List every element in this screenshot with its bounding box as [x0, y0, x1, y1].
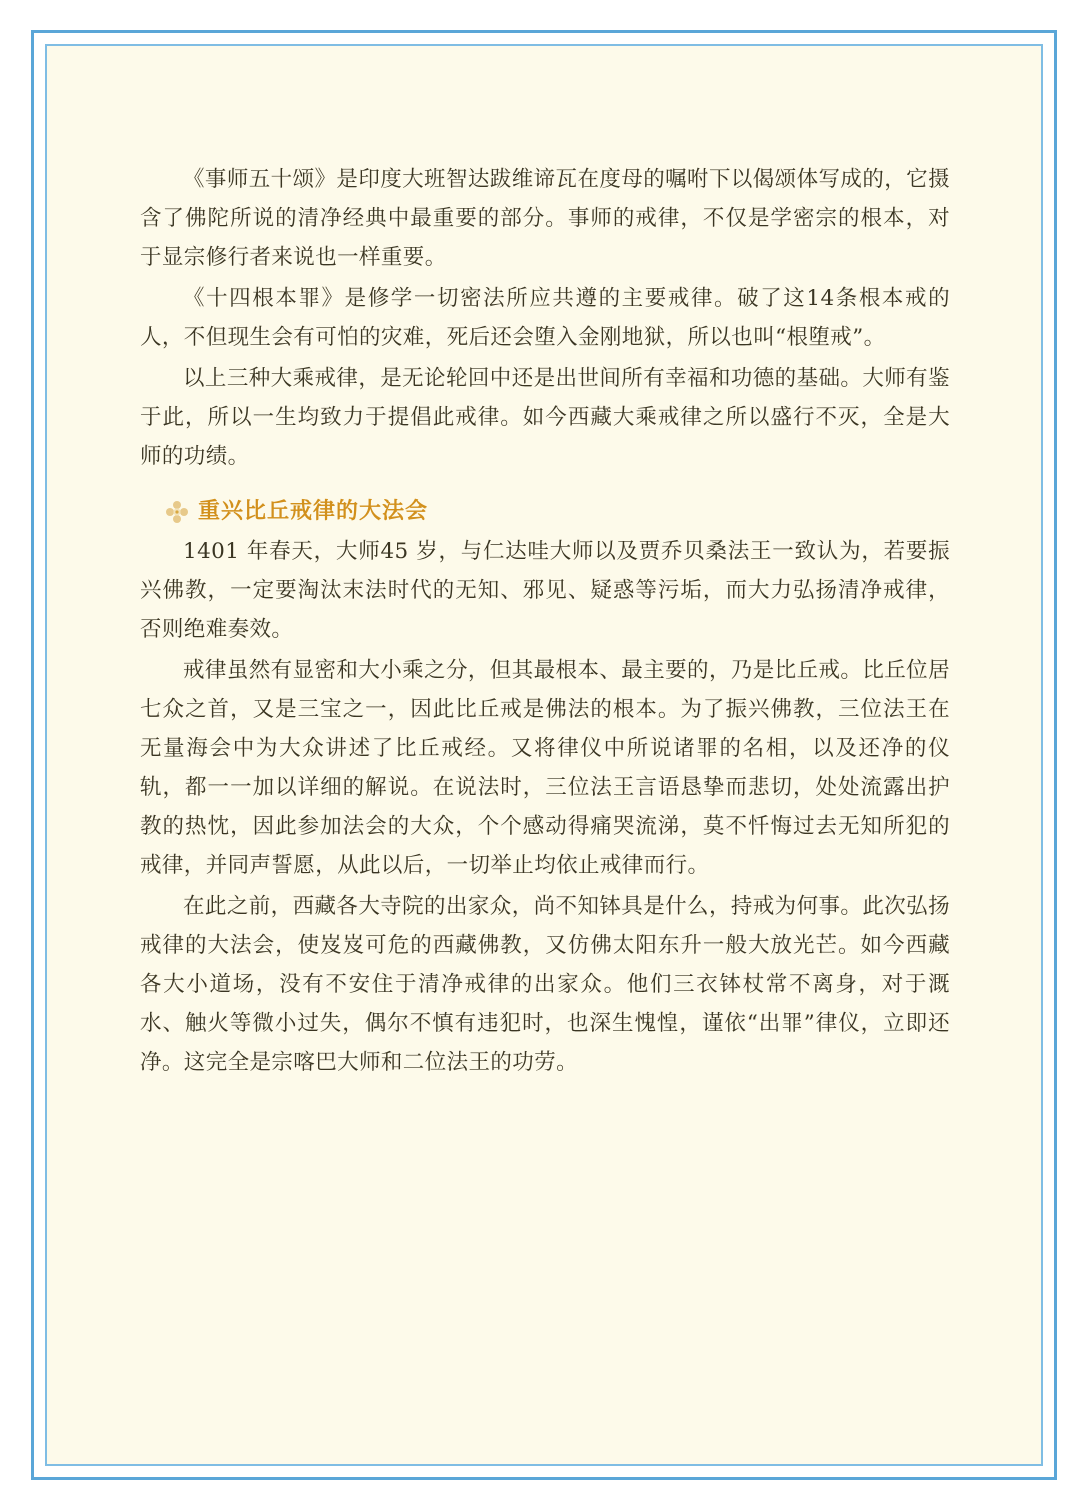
- paragraph: 戒律虽然有显密和大小乘之分，但其最根本、最主要的，乃是比丘戒。比丘位居七众之首，又是三宝之一，因此比丘戒是佛法的根本。为了振兴佛教，三位法王在无量海会中为大众讲述了比丘戒经。又将律仪中所说诸罪的名相，以及还净的仪轨，都一一加以详细的解说。在说法时，三位法王言语恳挚而悲切，处处流露出护教的热忱，因此参加法会的大众，个个感动得痛哭流涕，莫不忏悔过去无知所犯的戒律，并同声誓愿，从此以后，一切举止均依止戒律而行。: [140, 658, 950, 878]
- paragraph: 《十四根本罪》是修学一切密法所应共遵的主要戒律。破了这14条根本戒的人，不但现生会有可怕的灾难，死后还会堕入金刚地狱，所以也叫“根堕戒”。: [140, 286, 950, 350]
- paragraph: 《事师五十颂》是印度大班智达跋维谛瓦在度母的嘱咐下以偈颂体写成的，它摄含了佛陀所说的清净经典中最重要的部分。事师的戒律，不仅是学密宗的根本，对于显宗修行者来说也一样重要。: [140, 167, 950, 270]
- page-content: [140, 160, 950, 1084]
- paragraph: 1401 年春天，大师45 岁，与仁达哇大师以及贾乔贝桑法王一致认为，若要振兴佛教，一定要淘汰末法时代的无知、邪见、疑惑等污垢，而大力弘扬清净戒律，否则绝难奏效。: [140, 539, 950, 642]
- paragraph: 在此之前，西藏各大寺院的出家众，尚不知钵具是什么，持戒为何事。此次弘扬戒律的大法会，使岌岌可危的西藏佛教，又仿佛太阳东升一般大放光芒。如今西藏各大小道场，没有不安住于清净戒律的出家众。他们三衣钵杖常不离身，对于溉水、触火等微小过失，偶尔不慎有违犯时，也深生愧惶，谨依“出罪”律仪，立即还净。这完全是宗喀巴大师和二位法王的功劳。: [140, 894, 950, 1075]
- paragraph: 以上三种大乘戒律，是无论轮回中还是出世间所有幸福和功德的基础。大师有鉴于此，所以一生均致力于提倡此戒律。如今西藏大乘戒律之所以盛行不灭，全是大师的功绩。: [140, 366, 950, 469]
- section-heading: [164, 498, 950, 526]
- flower-ornament-icon: [164, 499, 190, 525]
- section-heading-title: 重兴比丘戒律的大法会: [198, 499, 429, 524]
